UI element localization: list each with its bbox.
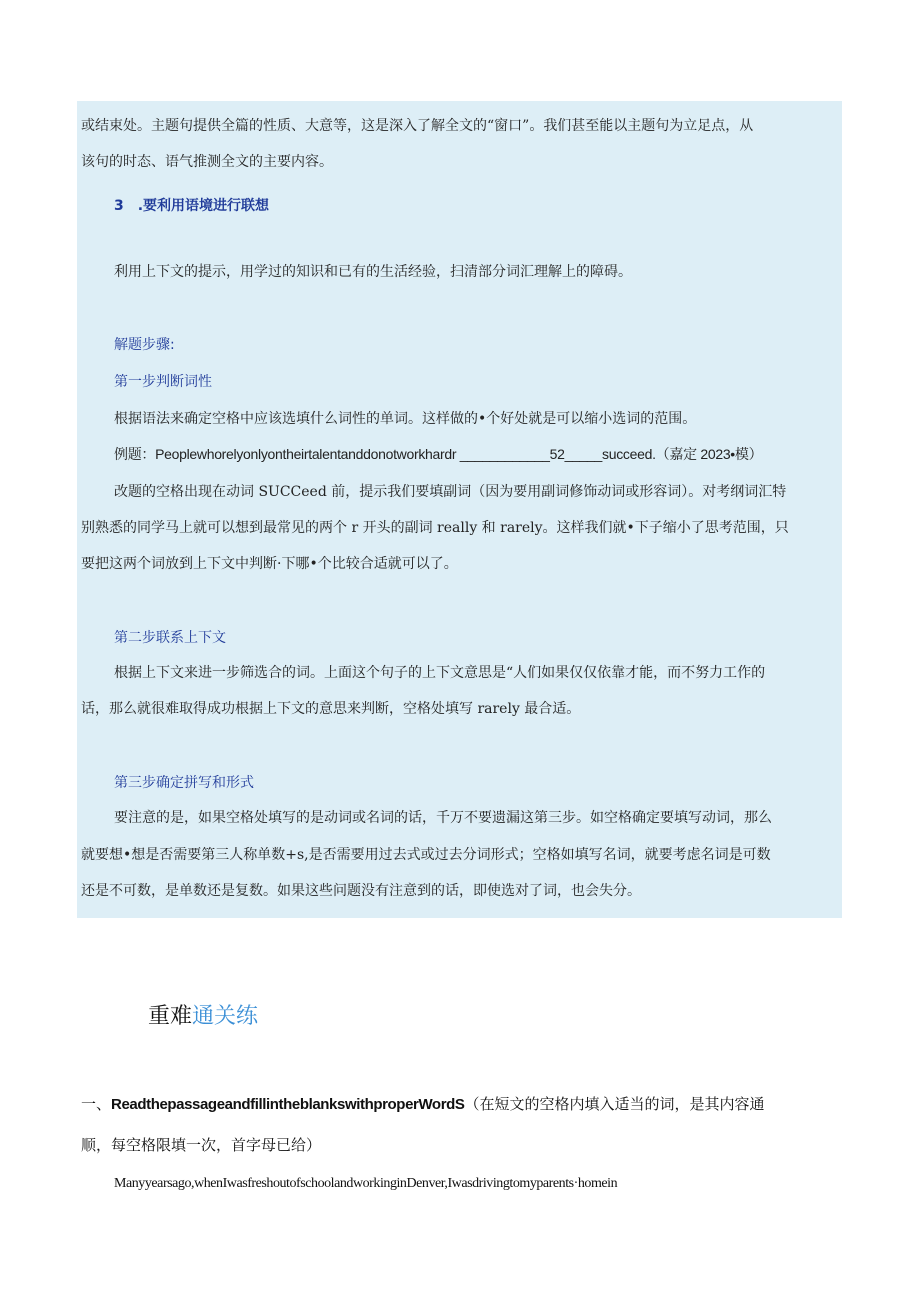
question-1-instruction-line-2: 顺，每空格限填一次，首字母已给）: [81, 1136, 322, 1154]
steps-label: 解题步骤:: [114, 337, 175, 353]
topic-sentence-paragraph-line-1: 或结束处。主题句提供全篇的性质、大意等，这是深入了解全文的“窗口”。我们甚至能以主题句为立足点，从: [81, 118, 754, 134]
topic-sentence-paragraph-line-2: 该句的时态、语气推测全文的主要内容。: [81, 154, 333, 170]
tips-panel: [77, 101, 842, 918]
question-1-english: ReadthepassageandfillintheblankswithproperWordS: [111, 1096, 465, 1113]
step2-line-2: 话，那么就很难取得成功根据上下文的意思来判断，空格处填写 rarely 最合适。: [81, 701, 581, 717]
section-title: [148, 1003, 258, 1031]
step3-line-3: 还是不可数，是单数还是复数。如果这些问题没有注意到的话，即使选对了词，也会失分。: [81, 883, 641, 899]
question-1-instruction: [81, 1093, 841, 1116]
context-paragraph: 利用上下文的提示，用学过的知识和已有的生活经验，扫清部分词汇理解上的障碍。: [114, 264, 632, 280]
step1-example: 例题：Peoplewhorelyonlyontheirtalentanddonotworkhardr ____________52_____succeed.（嘉定 2023•模）: [114, 446, 763, 462]
step3-heading: 第三步确定拼写和形式: [114, 775, 254, 791]
passage-line-1: Manyyearsago,whenIwasfreshoutofschoolandworkinginDenver,Iwasdrivingtomyparents·homein: [114, 1176, 618, 1191]
step2-line-1: 根据上下文来进一步筛选合的词。上面这个句子的上下文意思是“人们如果仅仅依靠才能，而不努力工作的: [114, 665, 766, 681]
question-1-number: 一、: [81, 1095, 112, 1113]
step1-explanation-line-1: 改题的空格出现在动词 SUCCeed 前，提示我们要填副词（因为要用副词修饰动词或形容词）。对考纲词汇特: [114, 484, 787, 500]
step1-explanation-line-2: 别熟悉的同学马上就可以想到最常见的两个 r 开头的副词 really 和 rarely。这样我们就•下子缩小了思考范围，只: [81, 520, 789, 536]
section-title-part-2: 通关练: [192, 1004, 259, 1029]
step1-intro: 根据语法来确定空格中应该选填什么词性的单词。这样做的•个好处就是可以缩小选词的范围。: [114, 411, 697, 427]
step3-line-2: 就要想•想是否需要第三人称单数+s,是否需要用过去式或过去分词形式；空格如填写名词，就要考虑名词是可数: [81, 847, 771, 863]
step1-explanation-line-3: 要把这两个词放到上下文中判断·下哪•个比较合适就可以了。: [81, 556, 458, 572]
step2-heading: 第二步联系上下文: [114, 630, 226, 646]
step3-line-1: 要注意的是，如果空格处填写的是动词或名词的话，千万不要遗漏这第三步。如空格确定要填写动词，那么: [114, 810, 772, 826]
step1-heading: 第一步判断词性: [114, 374, 212, 390]
context-heading: 3 .要利用语境进行联想: [114, 198, 270, 214]
question-1-chinese: （在短文的空格内填入适当的词，是其内容通: [464, 1095, 765, 1113]
section-title-part-1: 重难: [148, 1004, 193, 1029]
